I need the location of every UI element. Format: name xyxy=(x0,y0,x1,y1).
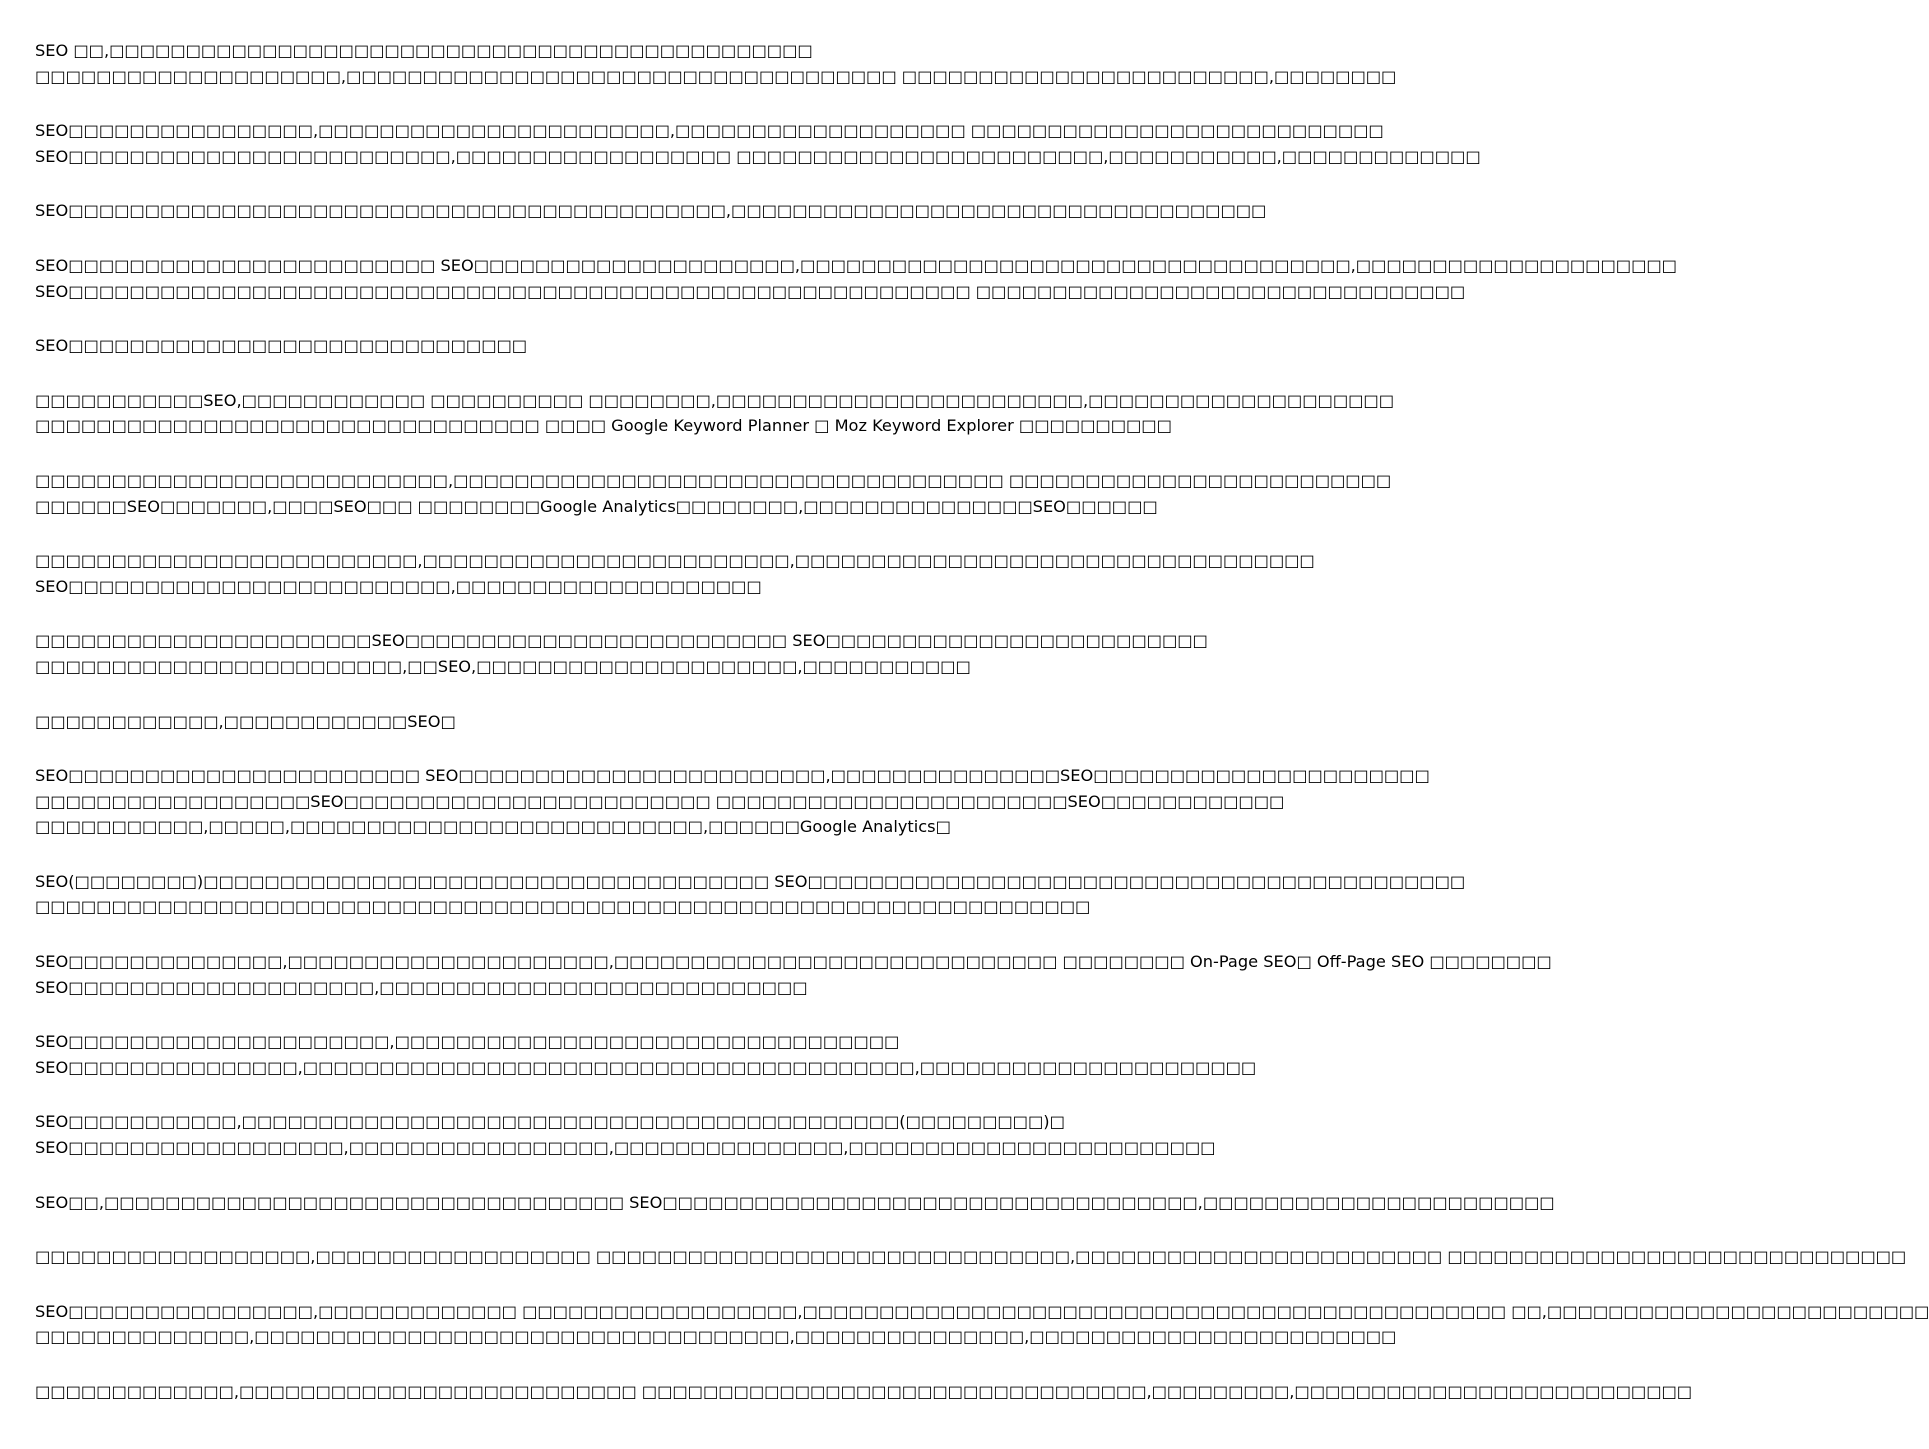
paragraph xyxy=(35,1244,1907,1270)
paragraph xyxy=(35,1109,1216,1160)
text-line: SEO□□□□□□□□□□□□□□□□□□□□□,□□□□□□□□□□□□□□□□□□□□□□□□□□□□□□□□□ xyxy=(35,1032,900,1052)
paragraph xyxy=(35,628,1208,679)
paragraph xyxy=(35,468,1392,519)
text-line: □□□□□□□□□□□□□□□□□□□□□□□□□,□□□□□□□□□□□□□□□□□□□□□□□□,□□□□□□□□□□□□□□□□□□□□□□□□□□□□□□□□□□ xyxy=(35,551,1315,571)
text-line: SEO□□□□□□□□□□□□□□□□□□□□□□□□□,□□□□□□□□□□□□□□□□□□ □□□□□□□□□□□□□□□□□□□□□□□□,□□□□□□□□□□□,□□□□□□□□□□□□□ xyxy=(35,146,1481,166)
paragraph xyxy=(35,949,1552,1000)
text-line: □□□□□□□□□□□□□□□□□□□□□□□□□□□□□□□□□ □□□□ Google Keyword Planner □ Moz Keyword Explorer □□□□□□□□□□ xyxy=(35,416,1172,436)
text-line: □□□□□□SEO□□□□□□□,□□□□SEO□□□ □□□□□□□□Google Analytics□□□□□□□□,□□□□□□□□□□□□□□□SEO□□□□□□ xyxy=(35,496,1158,516)
text-line: SEO□□□□□□□□□□□□□□□□□□□□□□□□□□□□□□□□□□□□□□□□□□□,□□□□□□□□□□□□□□□□□□□□□□□□□□□□□□□□□□□ xyxy=(35,201,1267,221)
paragraph xyxy=(35,388,1394,439)
paragraph xyxy=(35,1299,1929,1350)
paragraph xyxy=(35,333,994,359)
text-line: SEO□□□□□□□□□□□□□□,□□□□□□□□□□□□□□□□□□□□□,□□□□□□□□□□□□□□□□□□□□□□□□□□□□□ □□□□□□□□ On-Page SEO□ Off-Page SEO □□□□□□□□ xyxy=(35,952,1552,972)
text-line: SEO□□□□□□□□□□□□□□□□□□□□□□□□ SEO□□□□□□□□□□□□□□□□□□□□□,□□□□□□□□□□□□□□□□□□□□□□□□□□□□□□□□□□□□,□□□□□□□□□□□□□□□□□□□□□ xyxy=(35,255,1677,275)
text-line: SEO□□□□□□□□□□□□□□□□□□,□□□□□□□□□□□□□□□□□,□□□□□□□□□□□□□□□,□□□□□□□□□□□□□□□□□□□□□□□□ xyxy=(35,1138,1216,1158)
document-body xyxy=(35,38,1929,1405)
paragraph xyxy=(35,198,1267,224)
text-line: □□□□□□□□□□□□□□□□□□□□,□□□□□□□□□□□□□□□□□□□□□□□□□□□□□□□□□□□□ □□□□□□□□□□□□□□□□□□□□□□□□,□□□□□□□□ xyxy=(35,66,1397,86)
paragraph xyxy=(35,1029,1257,1080)
text-line: □□□□□□□□□□□□□□□□□□□□□□□□□□□,□□□□□□□□□□□□□□□□□□□□□□□□□□□□□□□□□□□□ □□□□□□□□□□□□□□□□□□□□□□□□□ xyxy=(35,470,1392,490)
text-line: SEO□□□□□□□□□□□,□□□□□□□□□□□□□□□□□□□□□□□□□□□□□□□□□□□□□□□□□□□(□□□□□□□□□)□ xyxy=(35,1112,1065,1132)
text-line: □□□□□□□□□□□SEO,□□□□□□□□□□□□ □□□□□□□□□□ □□□□□□□□,□□□□□□□□□□□□□□□□□□□□□□□□,□□□□□□□□□□□□□□□□□□□□ xyxy=(35,390,1394,410)
paragraph xyxy=(35,118,1481,169)
text-line: SEO□□□□□□□□□□□□□□□□□□□□□□□□□□□□□□ xyxy=(35,336,528,356)
text-line: SEO□□□□□□□□□□□□□□□□,□□□□□□□□□□□□□□□□□□□□□□□,□□□□□□□□□□□□□□□□□□□ □□□□□□□□□□□□□□□□□□□□□□□□□□□ xyxy=(35,121,1384,141)
text-line: □□□□□□□□□□□□□,□□□□□□□□□□□□□□□□□□□□□□□□□□ □□□□□□□□□□□□□□□□□□□□□□□□□□□□□□□□□,□□□□□□□□□,□□□□□□□□□□□□□□□□□□□□□□□□□□ xyxy=(35,1382,1693,1401)
text-line: □□□□□□□□□□□,□□□□□,□□□□□□□□□□□□□□□□□□□□□□□□□□□,□□□□□□Google Analytics□ xyxy=(35,817,951,837)
text-line: SEO(□□□□□□□□)□□□□□□□□□□□□□□□□□□□□□□□□□□□□□□□□□□□□□ SEO□□□□□□□□□□□□□□□□□□□□□□□□□□□□□□□□□□□□□□□□□□□ xyxy=(35,871,1466,891)
text-line: SEO□□□□□□□□□□□□□□□□□□□□□□□□□□□□□□□□□□□□□□□□□□□□□□□□□□□□□□□□□□□ □□□□□□□□□□□□□□□□□□□□□□□□□□□□□□□□ xyxy=(35,281,1466,301)
text-line: SEO□□□□□□□□□□□□□□□□□□□□□□□□□,□□□□□□□□□□□□□□□□□□□□ xyxy=(35,576,762,596)
text-line: □□□□□□□□□□□□□□□□□□□□□□□□,□□SEO,□□□□□□□□□□□□□□□□□□□□□,□□□□□□□□□□□ xyxy=(35,656,971,676)
paragraph xyxy=(35,1190,1555,1216)
paragraph xyxy=(35,763,1430,840)
text-line: SEO□□,□□□□□□□□□□□□□□□□□□□□□□□□□□□□□□□□□□ SEO□□□□□□□□□□□□□□□□□□□□□□□□□□□□□□□□□□□,□□□□□□□□□□□□□□□□□□□□□□□ xyxy=(35,1192,1555,1212)
text-line: □□□□□□□□□□□□□□□□□□□□□□SEO□□□□□□□□□□□□□□□□□□□□□□□□□ SEO□□□□□□□□□□□□□□□□□□□□□□□□□ xyxy=(35,631,1208,651)
paragraph xyxy=(35,709,994,735)
paragraph xyxy=(35,1379,1693,1405)
text-line: SEO□□□□□□□□□□□□□□□□□□□□□□□ SEO□□□□□□□□□□□□□□□□□□□□□□□□,□□□□□□□□□□□□□□□SEO□□□□□□□□□□□□□□□□□□□□□□ xyxy=(35,766,1430,786)
paragraph xyxy=(35,548,1315,599)
paragraph xyxy=(35,38,1397,89)
text-line: SEO□□□□□□□□□□□□□□□□,□□□□□□□□□□□□□ □□□□□□□□□□□□□□□□□□,□□□□□□□□□□□□□□□□□□□□□□□□□□□□□□□□□□□□□□□□□□□□□□ □□,□□□□□□□□□□□□□□□□□□□□□□□□□ xyxy=(35,1301,1929,1321)
paragraph xyxy=(35,869,1466,920)
paragraph xyxy=(35,253,1677,304)
text-line: SEO□□□□□□□□□□□□□□□,□□□□□□□□□□□□□□□□□□□□□□□□□□□□□□□□□□□□□□□□,□□□□□□□□□□□□□□□□□□□□□□ xyxy=(35,1057,1257,1077)
text-line: □□□□□□□□□□□□□□,□□□□□□□□□□□□□□□□□□□□□□□□□□□□□□□□□□□,□□□□□□□□□□□□□□□,□□□□□□□□□□□□□□□□□□□□□□□□ xyxy=(35,1327,1397,1347)
text-line: SEO □□,□□□□□□□□□□□□□□□□□□□□□□□□□□□□□□□□□□□□□□□□□□□□□□ xyxy=(35,41,813,60)
text-line: □□□□□□□□□□□□□□□□□□,□□□□□□□□□□□□□□□□□□ □□□□□□□□□□□□□□□□□□□□□□□□□□□□□□□,□□□□□□□□□□□□□□□□□□□□□□□□ □□□□□□□□□□□□□□□□□□□□□□□□□□□□□□ xyxy=(35,1247,1907,1267)
text-line: SEO□□□□□□□□□□□□□□□□□□□□,□□□□□□□□□□□□□□□□□□□□□□□□□□□□ xyxy=(35,977,808,997)
text-line: □□□□□□□□□□□□,□□□□□□□□□□□□SEO□ xyxy=(35,711,456,731)
text-line: □□□□□□□□□□□□□□□□□□SEO□□□□□□□□□□□□□□□□□□□□□□□□ □□□□□□□□□□□□□□□□□□□□□□□SEO□□□□□□□□□□□□ xyxy=(35,791,1285,811)
text-line: □□□□□□□□□□□□□□□□□□□□□□□□□□□□□□□□□□□□□□□□□□□□□□□□□□□□□□□□□□□□□□□□□□□□□ xyxy=(35,897,1091,917)
